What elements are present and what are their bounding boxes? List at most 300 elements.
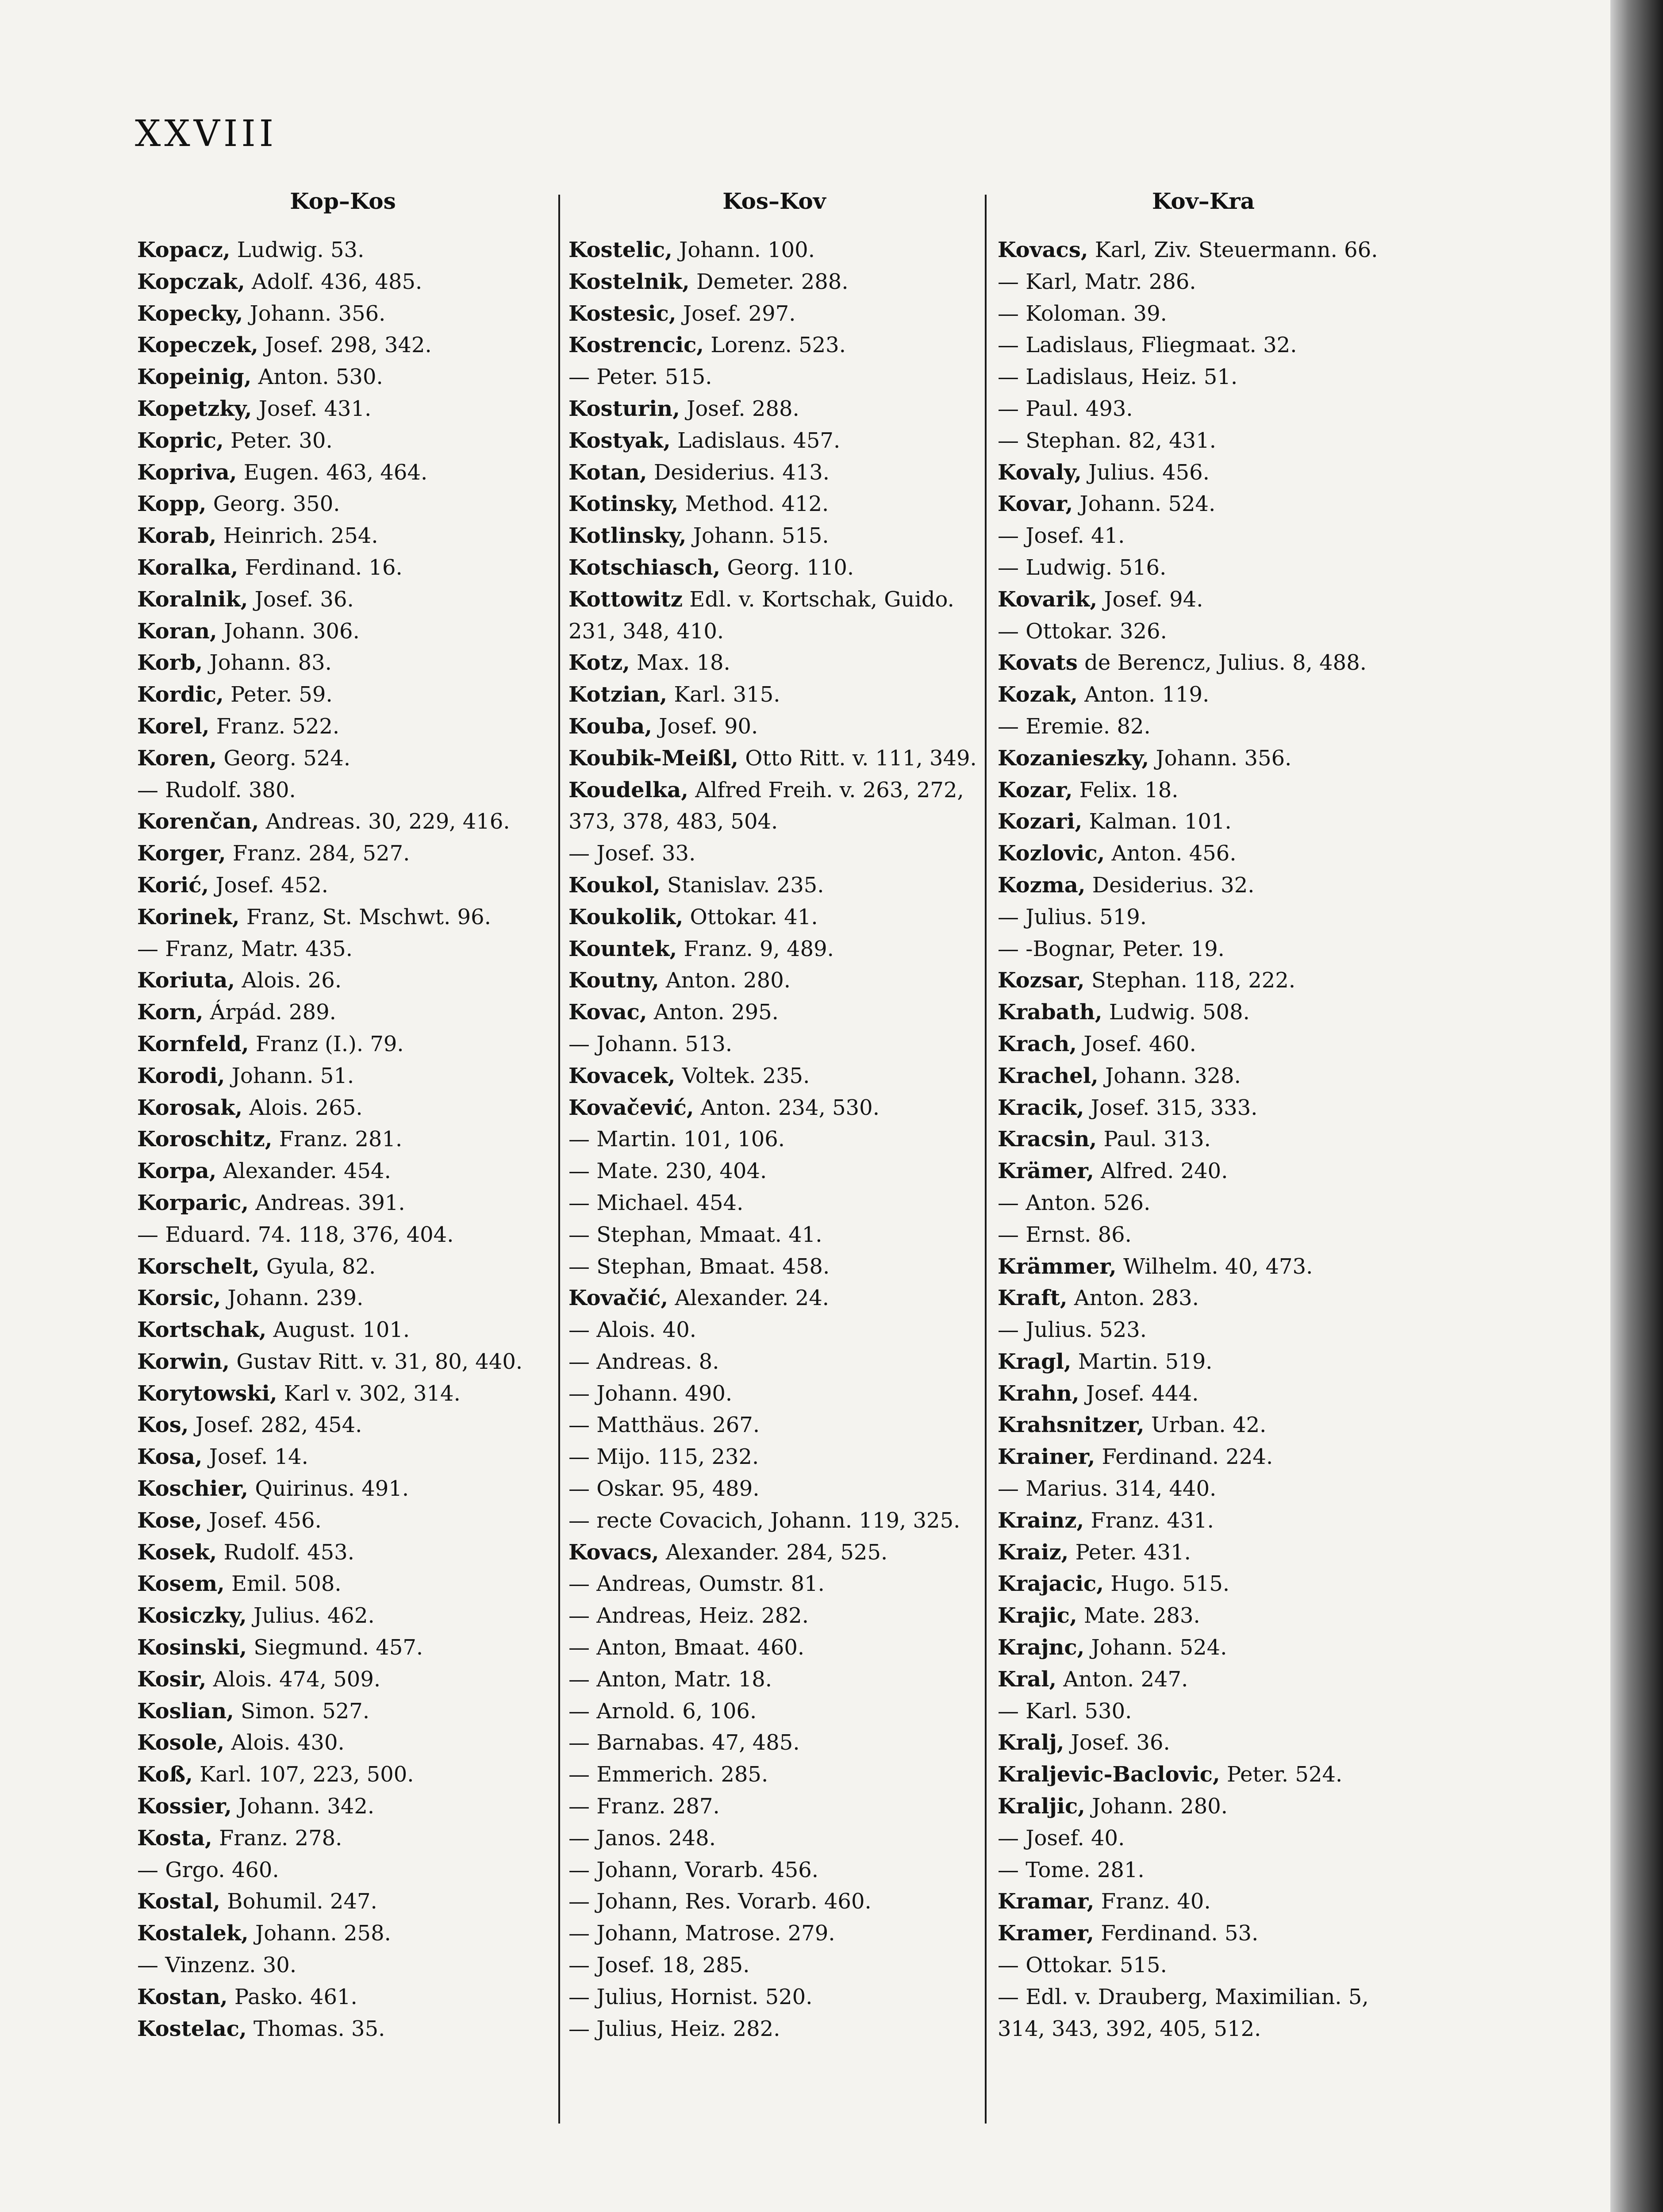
index-entry: [137, 425, 549, 457]
entry-details: — Michael. 454.: [568, 1190, 744, 1215]
index-entry: [137, 1791, 549, 1823]
entry-details: — Ernst. 86.: [998, 1222, 1132, 1247]
entry-details: Stephan. 118, 222.: [1084, 968, 1296, 993]
index-entry: [998, 584, 1409, 616]
entry-details: — Eduard. 74. 118, 376, 404.: [137, 1222, 454, 1247]
entry-details: Eugen. 463, 464.: [237, 460, 428, 485]
index-entry: [998, 234, 1409, 266]
entry-details: Mate. 283.: [1077, 1603, 1200, 1628]
entry-details: — Arnold. 6, 106.: [568, 1698, 757, 1724]
index-entry: [568, 552, 980, 584]
entry-details: Franz. 281.: [272, 1127, 403, 1152]
index-entry: [568, 1855, 980, 1886]
entry-details: Alexander. 284, 525.: [659, 1540, 888, 1565]
index-entry: [568, 1950, 980, 1982]
entry-surname: Krahsnitzer,: [998, 1413, 1145, 1438]
entry-details: Quirinus. 491.: [248, 1476, 409, 1502]
entry-details: Demeter. 288.: [689, 269, 849, 294]
index-entry: [568, 679, 980, 711]
entry-details: Johann. 100.: [672, 238, 815, 262]
entry-details: — Johann, Res. Vorarb. 460.: [568, 1889, 872, 1914]
entry-surname: Korn,: [137, 1000, 204, 1025]
entry-surname: Kopetzky,: [137, 396, 252, 421]
entry-details: Johann. 524.: [1073, 492, 1216, 517]
index-entry: [998, 965, 1409, 997]
entry-details: — Oskar. 95, 489.: [568, 1476, 760, 1502]
entry-surname: Kotan,: [568, 460, 647, 485]
entry-surname: Kozanieszky,: [998, 745, 1149, 771]
entry-details: Georg. 524.: [217, 745, 351, 771]
entry-details: Josef. 14.: [202, 1444, 308, 1470]
index-entry: [998, 1568, 1409, 1600]
entry-details: Adolf. 436, 485.: [245, 269, 422, 294]
index-entry: [998, 1473, 1409, 1505]
index-entry: [568, 1378, 980, 1410]
entry-details: Johann. 239.: [221, 1286, 364, 1311]
entry-details: — Franz, Matr. 435.: [137, 936, 353, 961]
entry-details: Johann. 342.: [232, 1794, 375, 1819]
entry-details: Alfred. 240.: [1094, 1159, 1228, 1184]
entry-details: Johann. 51.: [225, 1063, 354, 1088]
entry-details: — Tome. 281.: [998, 1857, 1145, 1882]
index-entry: [568, 1092, 980, 1124]
entry-details: Karl v. 302, 314.: [277, 1381, 461, 1406]
entry-details: — Karl, Matr. 286.: [998, 269, 1196, 294]
entry-details: August. 101.: [266, 1317, 410, 1343]
index-entry: [998, 266, 1409, 298]
entry-list: [137, 234, 549, 2045]
entry-surname: Kotzian,: [568, 682, 668, 707]
entry-details: — Mijo. 115, 232.: [568, 1444, 759, 1470]
entry-details: — Stephan, Bmaat. 458.: [568, 1254, 830, 1279]
index-entry: [137, 298, 549, 330]
page-number: XXVIII: [135, 113, 277, 155]
index-entry: [998, 330, 1409, 361]
entry-surname: Korenčan,: [137, 809, 259, 834]
entry-surname: Kosole,: [137, 1730, 225, 1755]
entry-surname: Kostan,: [137, 1984, 228, 2009]
entry-details: — recte Covacich, Johann. 119, 325.: [568, 1508, 960, 1533]
index-entry: [998, 1886, 1409, 1918]
entry-surname: Kraiz,: [998, 1540, 1069, 1565]
entry-details: Emil. 508.: [224, 1571, 342, 1597]
entry-details: Anton. 456.: [1105, 841, 1237, 866]
index-entry: [998, 520, 1409, 552]
entry-details: Julius. 462.: [246, 1603, 375, 1628]
entry-details: Peter. 59.: [223, 682, 333, 707]
index-entry: [998, 1124, 1409, 1156]
index-entry: [137, 1664, 549, 1696]
index-entry: [998, 679, 1409, 711]
entry-surname: Koutny,: [568, 968, 659, 993]
entry-details: Ferdinand. 53.: [1094, 1921, 1259, 1946]
entry-details: — Julius. 523.: [998, 1317, 1147, 1343]
index-entry: [137, 1124, 549, 1156]
entry-details: Josef. 288.: [680, 396, 799, 421]
entry-details: — Alois. 40.: [568, 1317, 697, 1343]
entry-details: Franz (I.). 79.: [249, 1031, 404, 1056]
entry-details: — Peter. 515.: [568, 365, 712, 390]
index-entry: [568, 1727, 980, 1759]
entry-details: Anton. 234, 530.: [694, 1095, 880, 1120]
index-entry: [998, 393, 1409, 425]
entry-details: Otto Ritt. v. 111, 349.: [738, 745, 977, 771]
entry-surname: Kornfeld,: [137, 1031, 249, 1056]
entry-surname: Kovats: [998, 650, 1078, 676]
entry-details: — Franz. 287.: [568, 1794, 720, 1819]
entry-details: — Barnabas. 47, 485.: [568, 1730, 800, 1755]
entry-surname: Kostrencic,: [568, 333, 704, 358]
entry-details: — Josef. 33.: [568, 841, 696, 866]
entry-surname: Kosa,: [137, 1444, 203, 1470]
entry-surname: Korschelt,: [137, 1254, 260, 1279]
index-entry: [137, 647, 549, 679]
entry-details: — Johann. 513.: [568, 1031, 733, 1056]
index-entry: [137, 393, 549, 425]
entry-surname: Kos,: [137, 1413, 189, 1438]
entry-surname: Kovaly,: [998, 460, 1082, 485]
index-entry: [137, 965, 549, 997]
entry-details: — Anton. 526.: [998, 1190, 1151, 1215]
entry-details: — Josef. 40.: [998, 1825, 1125, 1851]
index-entry: [998, 838, 1409, 870]
entry-details: Josef. 94.: [1097, 587, 1203, 612]
index-entry: [137, 1950, 549, 1982]
index-entry: [137, 1187, 549, 1219]
entry-surname: Kossier,: [137, 1794, 232, 1819]
entry-details: — Ladislaus, Fliegmaat. 32.: [998, 333, 1297, 358]
index-entry: [568, 965, 980, 997]
index-entry: [998, 1219, 1409, 1251]
entry-details: Johann. 83.: [203, 650, 332, 676]
entry-details: — Julius. 519.: [998, 904, 1147, 929]
column-header: Kos–Kov: [722, 188, 826, 214]
index-entry: [568, 488, 980, 520]
entry-details: — Julius, Heiz. 282.: [568, 2016, 780, 2041]
entry-surname: Krach,: [998, 1031, 1077, 1056]
index-entry: [137, 1156, 549, 1187]
entry-details: Josef. 460.: [1076, 1031, 1196, 1056]
entry-details: Andreas. 30, 229, 416.: [259, 809, 510, 834]
entry-details: Karl, Ziv. Steuermann. 66.: [1088, 238, 1378, 262]
index-entry: [137, 1092, 549, 1124]
index-entry: [998, 1029, 1409, 1060]
index-entry: [998, 488, 1409, 520]
index-entry: [137, 1600, 549, 1632]
entry-surname: Krabath,: [998, 1000, 1102, 1025]
index-entry: [568, 584, 980, 648]
entry-details: — Anton, Bmaat. 460.: [568, 1635, 805, 1660]
entry-surname: Kopriva,: [137, 460, 237, 485]
index-column-2: [568, 186, 980, 2045]
entry-surname: Kovacs,: [998, 238, 1088, 262]
index-entry: [137, 2013, 549, 2045]
index-entry: [137, 1918, 549, 1950]
entry-details: Franz. 278.: [212, 1825, 342, 1851]
entry-details: — Andreas. 8.: [568, 1349, 719, 1374]
entry-details: — Eremie. 82.: [998, 714, 1151, 739]
entry-surname: Kosta,: [137, 1825, 212, 1851]
entry-details: Josef. 36.: [1064, 1730, 1170, 1755]
entry-details: Josef. 444.: [1079, 1381, 1199, 1406]
index-entry: [137, 457, 549, 489]
entry-details: — Ludwig. 516.: [998, 555, 1167, 580]
entry-surname: Kotz,: [568, 650, 630, 676]
entry-surname: Krajnc,: [998, 1635, 1085, 1660]
index-entry: [568, 1187, 980, 1219]
index-entry: [137, 234, 549, 266]
index-entry: [137, 584, 549, 616]
entry-details: Alfred Freih. v. 263, 272, 373, 378, 483, 504.: [568, 777, 964, 834]
entry-surname: Kopecky,: [137, 301, 243, 326]
index-entry: [998, 1505, 1409, 1537]
entry-details: Georg. 110.: [720, 555, 854, 580]
entry-surname: Kostalek,: [137, 1921, 249, 1946]
index-entry: [137, 1568, 549, 1600]
entry-details: Franz. 9, 489.: [677, 936, 834, 961]
entry-details: — Johann. 490.: [568, 1381, 733, 1406]
entry-surname: Kopeczek,: [137, 333, 258, 358]
entry-details: Andreas. 391.: [249, 1190, 405, 1215]
entry-details: Karl. 315.: [667, 682, 780, 707]
entry-details: Johann. 258.: [248, 1921, 391, 1946]
entry-details: — Rudolf. 380.: [137, 777, 296, 803]
entry-surname: Krahn,: [998, 1381, 1079, 1406]
entry-details: Urban. 42.: [1144, 1413, 1267, 1438]
index-entry: [998, 425, 1409, 457]
entry-surname: Kozak,: [998, 682, 1078, 707]
index-entry: [137, 679, 549, 711]
entry-surname: Korb,: [137, 650, 203, 676]
entry-details: — Stephan. 82, 431.: [998, 428, 1216, 453]
entry-surname: Koralka,: [137, 555, 238, 580]
entry-surname: Kordic,: [137, 682, 224, 707]
index-entry: [568, 1219, 980, 1251]
index-entry: [998, 1060, 1409, 1092]
column-header: Kov–Kra: [1152, 188, 1255, 214]
entry-surname: Kountek,: [568, 936, 677, 961]
entry-surname: Korosak,: [137, 1095, 243, 1120]
entry-details: — Emmerich. 285.: [568, 1762, 768, 1787]
index-entry: [998, 1092, 1409, 1124]
entry-details: — Janos. 248.: [568, 1825, 716, 1851]
entry-details: Johann. 306.: [217, 618, 360, 644]
index-entry: [568, 520, 980, 552]
index-entry: [137, 1378, 549, 1410]
entry-surname: Kralj,: [998, 1730, 1064, 1755]
entry-surname: Kovarik,: [998, 587, 1098, 612]
entry-details: — Josef. 18, 285.: [568, 1953, 750, 1978]
entry-details: Simon. 527.: [234, 1698, 370, 1724]
entry-details: — Andreas, Oumstr. 81.: [568, 1571, 825, 1597]
entry-surname: Kostyak,: [568, 428, 671, 453]
index-entry: [568, 266, 980, 298]
entry-details: Josef. 297.: [676, 301, 796, 326]
index-entry: [137, 1314, 549, 1346]
index-entry: [568, 1632, 980, 1664]
entry-details: — Martin. 101, 106.: [568, 1127, 785, 1152]
entry-details: Stanislav. 235.: [660, 872, 824, 898]
entry-surname: Kral,: [998, 1667, 1057, 1692]
entry-details: Martin. 519.: [1071, 1349, 1213, 1374]
index-entry: [998, 775, 1409, 806]
index-entry: [998, 1664, 1409, 1696]
index-entry: [568, 1124, 980, 1156]
entry-surname: Kozsar,: [998, 968, 1085, 993]
entry-surname: Korab,: [137, 523, 217, 549]
index-entry: [137, 1632, 549, 1664]
index-entry: [568, 234, 980, 266]
entry-details: Anton. 280.: [659, 968, 791, 993]
index-entry: [998, 457, 1409, 489]
entry-details: — Karl. 530.: [998, 1698, 1132, 1724]
entry-surname: Korpa,: [137, 1159, 217, 1184]
entry-details: Anton. 283.: [1067, 1286, 1199, 1311]
entry-details: Bohumil. 247.: [220, 1889, 377, 1914]
index-entry: [998, 870, 1409, 902]
index-entry: [998, 1600, 1409, 1632]
entry-details: Franz. 40.: [1094, 1889, 1211, 1914]
index-entry: [137, 520, 549, 552]
index-entry: [137, 488, 549, 520]
index-entry: [137, 1346, 549, 1378]
index-entry: [568, 838, 980, 870]
entry-surname: Kozma,: [998, 872, 1086, 898]
entry-surname: Kramar,: [998, 1889, 1095, 1914]
entry-details: Alexander. 454.: [216, 1159, 391, 1184]
entry-surname: Kraljic,: [998, 1794, 1085, 1819]
entry-surname: Koukol,: [568, 872, 661, 898]
index-entry: [998, 1855, 1409, 1886]
entry-surname: Kotinsky,: [568, 492, 679, 517]
index-entry: [568, 743, 980, 775]
index-entry: [568, 1982, 980, 2013]
entry-surname: Kozari,: [998, 809, 1083, 834]
index-entry: [998, 1696, 1409, 1728]
index-entry: [137, 1441, 549, 1473]
entry-details: Julius. 456.: [1081, 460, 1210, 485]
entry-details: Desiderius. 413.: [647, 460, 830, 485]
index-entry: [998, 1283, 1409, 1314]
entry-details: — Johann, Vorarb. 456.: [568, 1857, 819, 1882]
index-entry: [998, 806, 1409, 838]
entry-surname: Kosturin,: [568, 396, 680, 421]
index-entry: [568, 361, 980, 393]
index-entry: [998, 1314, 1409, 1346]
entry-list: [998, 234, 1409, 2045]
index-entry: [137, 1823, 549, 1855]
entry-surname: Kopp,: [137, 492, 207, 517]
entry-surname: Kracik,: [998, 1095, 1084, 1120]
entry-details: — Mate. 230, 404.: [568, 1159, 767, 1184]
index-entry: [137, 1982, 549, 2013]
index-entry: [137, 1060, 549, 1092]
entry-details: Gustav Ritt. v. 31, 80, 440.: [230, 1349, 523, 1374]
index-entry: [998, 1409, 1409, 1441]
entry-details: Hugo. 515.: [1103, 1571, 1230, 1597]
entry-details: Karl. 107, 223, 500.: [192, 1762, 414, 1787]
entry-details: Franz. 522.: [209, 714, 340, 739]
index-entry: [568, 1314, 980, 1346]
index-entry: [137, 902, 549, 933]
entry-surname: Krämmer,: [998, 1254, 1117, 1279]
index-entry: [137, 1727, 549, 1759]
entry-details: Peter. 30.: [223, 428, 333, 453]
entry-surname: Kopczak,: [137, 269, 245, 294]
entry-details: Gyula, 82.: [259, 1254, 376, 1279]
index-entry: [568, 1664, 980, 1696]
index-entry: [568, 1759, 980, 1791]
entry-details: — Grgo. 460.: [137, 1857, 279, 1882]
index-entry: [998, 1950, 1409, 1982]
entry-details: — Ottokar. 326.: [998, 618, 1167, 644]
entry-surname: Korsic,: [137, 1286, 221, 1311]
entry-details: Josef. 298, 342.: [258, 333, 432, 358]
entry-surname: Kottowitz: [568, 587, 683, 612]
entry-details: Anton. 247.: [1056, 1667, 1188, 1692]
index-entry: [137, 1855, 549, 1886]
entry-details: Heinrich. 254.: [216, 523, 378, 549]
entry-details: Josef. 315, 333.: [1084, 1095, 1258, 1120]
entry-details: Johann. 328.: [1098, 1063, 1241, 1088]
index-entry: [137, 266, 549, 298]
entry-details: — Marius. 314, 440.: [998, 1476, 1217, 1502]
index-entry: [137, 775, 549, 806]
entry-details: Paul. 313.: [1097, 1127, 1211, 1152]
entry-surname: Koslian,: [137, 1698, 234, 1724]
index-entry: [998, 711, 1409, 743]
entry-surname: Koukolik,: [568, 904, 684, 929]
entry-details: Rudolf. 453.: [217, 1540, 354, 1565]
entry-details: Ludwig. 53.: [230, 238, 365, 262]
entry-surname: Koroschitz,: [137, 1127, 273, 1152]
index-entry: [137, 743, 549, 775]
entry-details: Felix. 18.: [1072, 777, 1179, 803]
entry-surname: Kopric,: [137, 428, 224, 453]
entry-details: — Andreas, Heiz. 282.: [568, 1603, 809, 1628]
entry-surname: Korodi,: [137, 1063, 225, 1088]
entry-surname: Krainz,: [998, 1508, 1084, 1533]
index-entry: [568, 1029, 980, 1060]
entry-surname: Koschier,: [137, 1476, 249, 1502]
entry-details: Peter. 524.: [1220, 1762, 1343, 1787]
entry-details: Thomas. 35.: [246, 2016, 385, 2041]
entry-surname: Kovar,: [998, 492, 1073, 517]
entry-surname: Kostal,: [137, 1889, 220, 1914]
entry-details: Franz. 284, 527.: [226, 841, 410, 866]
index-entry: [998, 298, 1409, 330]
entry-details: Method. 412.: [678, 492, 829, 517]
index-entry: [137, 1409, 549, 1441]
entry-details: Alois. 474, 509.: [206, 1667, 381, 1692]
entry-surname: Kozar,: [998, 777, 1073, 803]
index-entry: [137, 1029, 549, 1060]
index-entry: [137, 1251, 549, 1283]
index-entry: [568, 1791, 980, 1823]
entry-surname: Krämer,: [998, 1159, 1094, 1184]
index-entry: [998, 647, 1409, 679]
entry-surname: Korinek,: [137, 904, 240, 929]
entry-details: Anton. 530.: [251, 365, 383, 390]
index-entry: [998, 902, 1409, 933]
entry-surname: Korytowski,: [137, 1381, 277, 1406]
entry-surname: Kosek,: [137, 1540, 217, 1565]
index-entry: [998, 1823, 1409, 1855]
index-entry: [998, 1918, 1409, 1950]
entry-details: Alois. 430.: [224, 1730, 345, 1755]
index-entry: [568, 2013, 980, 2045]
entry-details: Johann. 280.: [1085, 1794, 1228, 1819]
